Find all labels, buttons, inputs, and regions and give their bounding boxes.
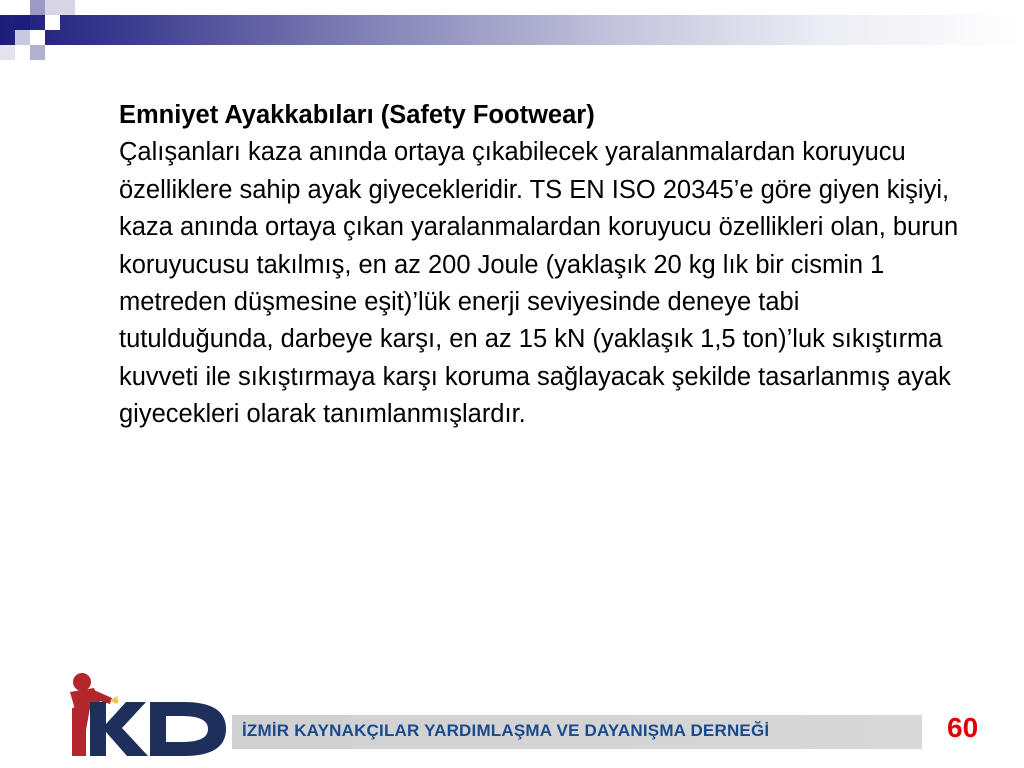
header-square: [45, 0, 75, 15]
organization-name: İZMİR KAYNAKÇILAR YARDIMLAŞMA VE DAYANIŞMA DERNEĞİ: [242, 721, 770, 740]
ikd-logo: [60, 668, 230, 760]
page-number: 60: [947, 712, 979, 743]
slide-body-text: Çalışanları kaza anında ortaya çıkabilecek yaralanmalardan koruyucu özelliklere sahip ayak giyecekleridir. TS EN ISO 20345’e göre giyen kişiyi, kaza anında ortaya çıkan yaralanmalardan koruyucu özellikleri olan, burun koruyucusu takılmış, en az 200 Joule (yaklaşık 20 kg lık bir cismin 1 metreden düşmesine eşit)’lük enerji seviyesinde deneye tabi tutulduğunda, darbeye karşı, en az 15 kN (yaklaşık 1,5 ton)’luk sıkıştırma kuvveti ile sıkıştırmaya karşı koruma sağlayacak şekilde tasarlanmış ayak giyecekleri olarak tanımlanmışlardır.: [119, 138, 959, 429]
slide-content: [119, 97, 959, 434]
header-square: [15, 30, 30, 45]
header-square: [30, 45, 45, 60]
header-square: [15, 15, 30, 30]
header-gradient-bar: [0, 15, 1024, 45]
footer-organization-band: [232, 715, 922, 749]
header-square: [30, 0, 45, 15]
header-square: [30, 30, 45, 45]
header-square: [0, 45, 15, 60]
slide-heading: Emniyet Ayakkabıları (Safety Footwear): [119, 101, 595, 129]
header-square: [45, 15, 60, 30]
